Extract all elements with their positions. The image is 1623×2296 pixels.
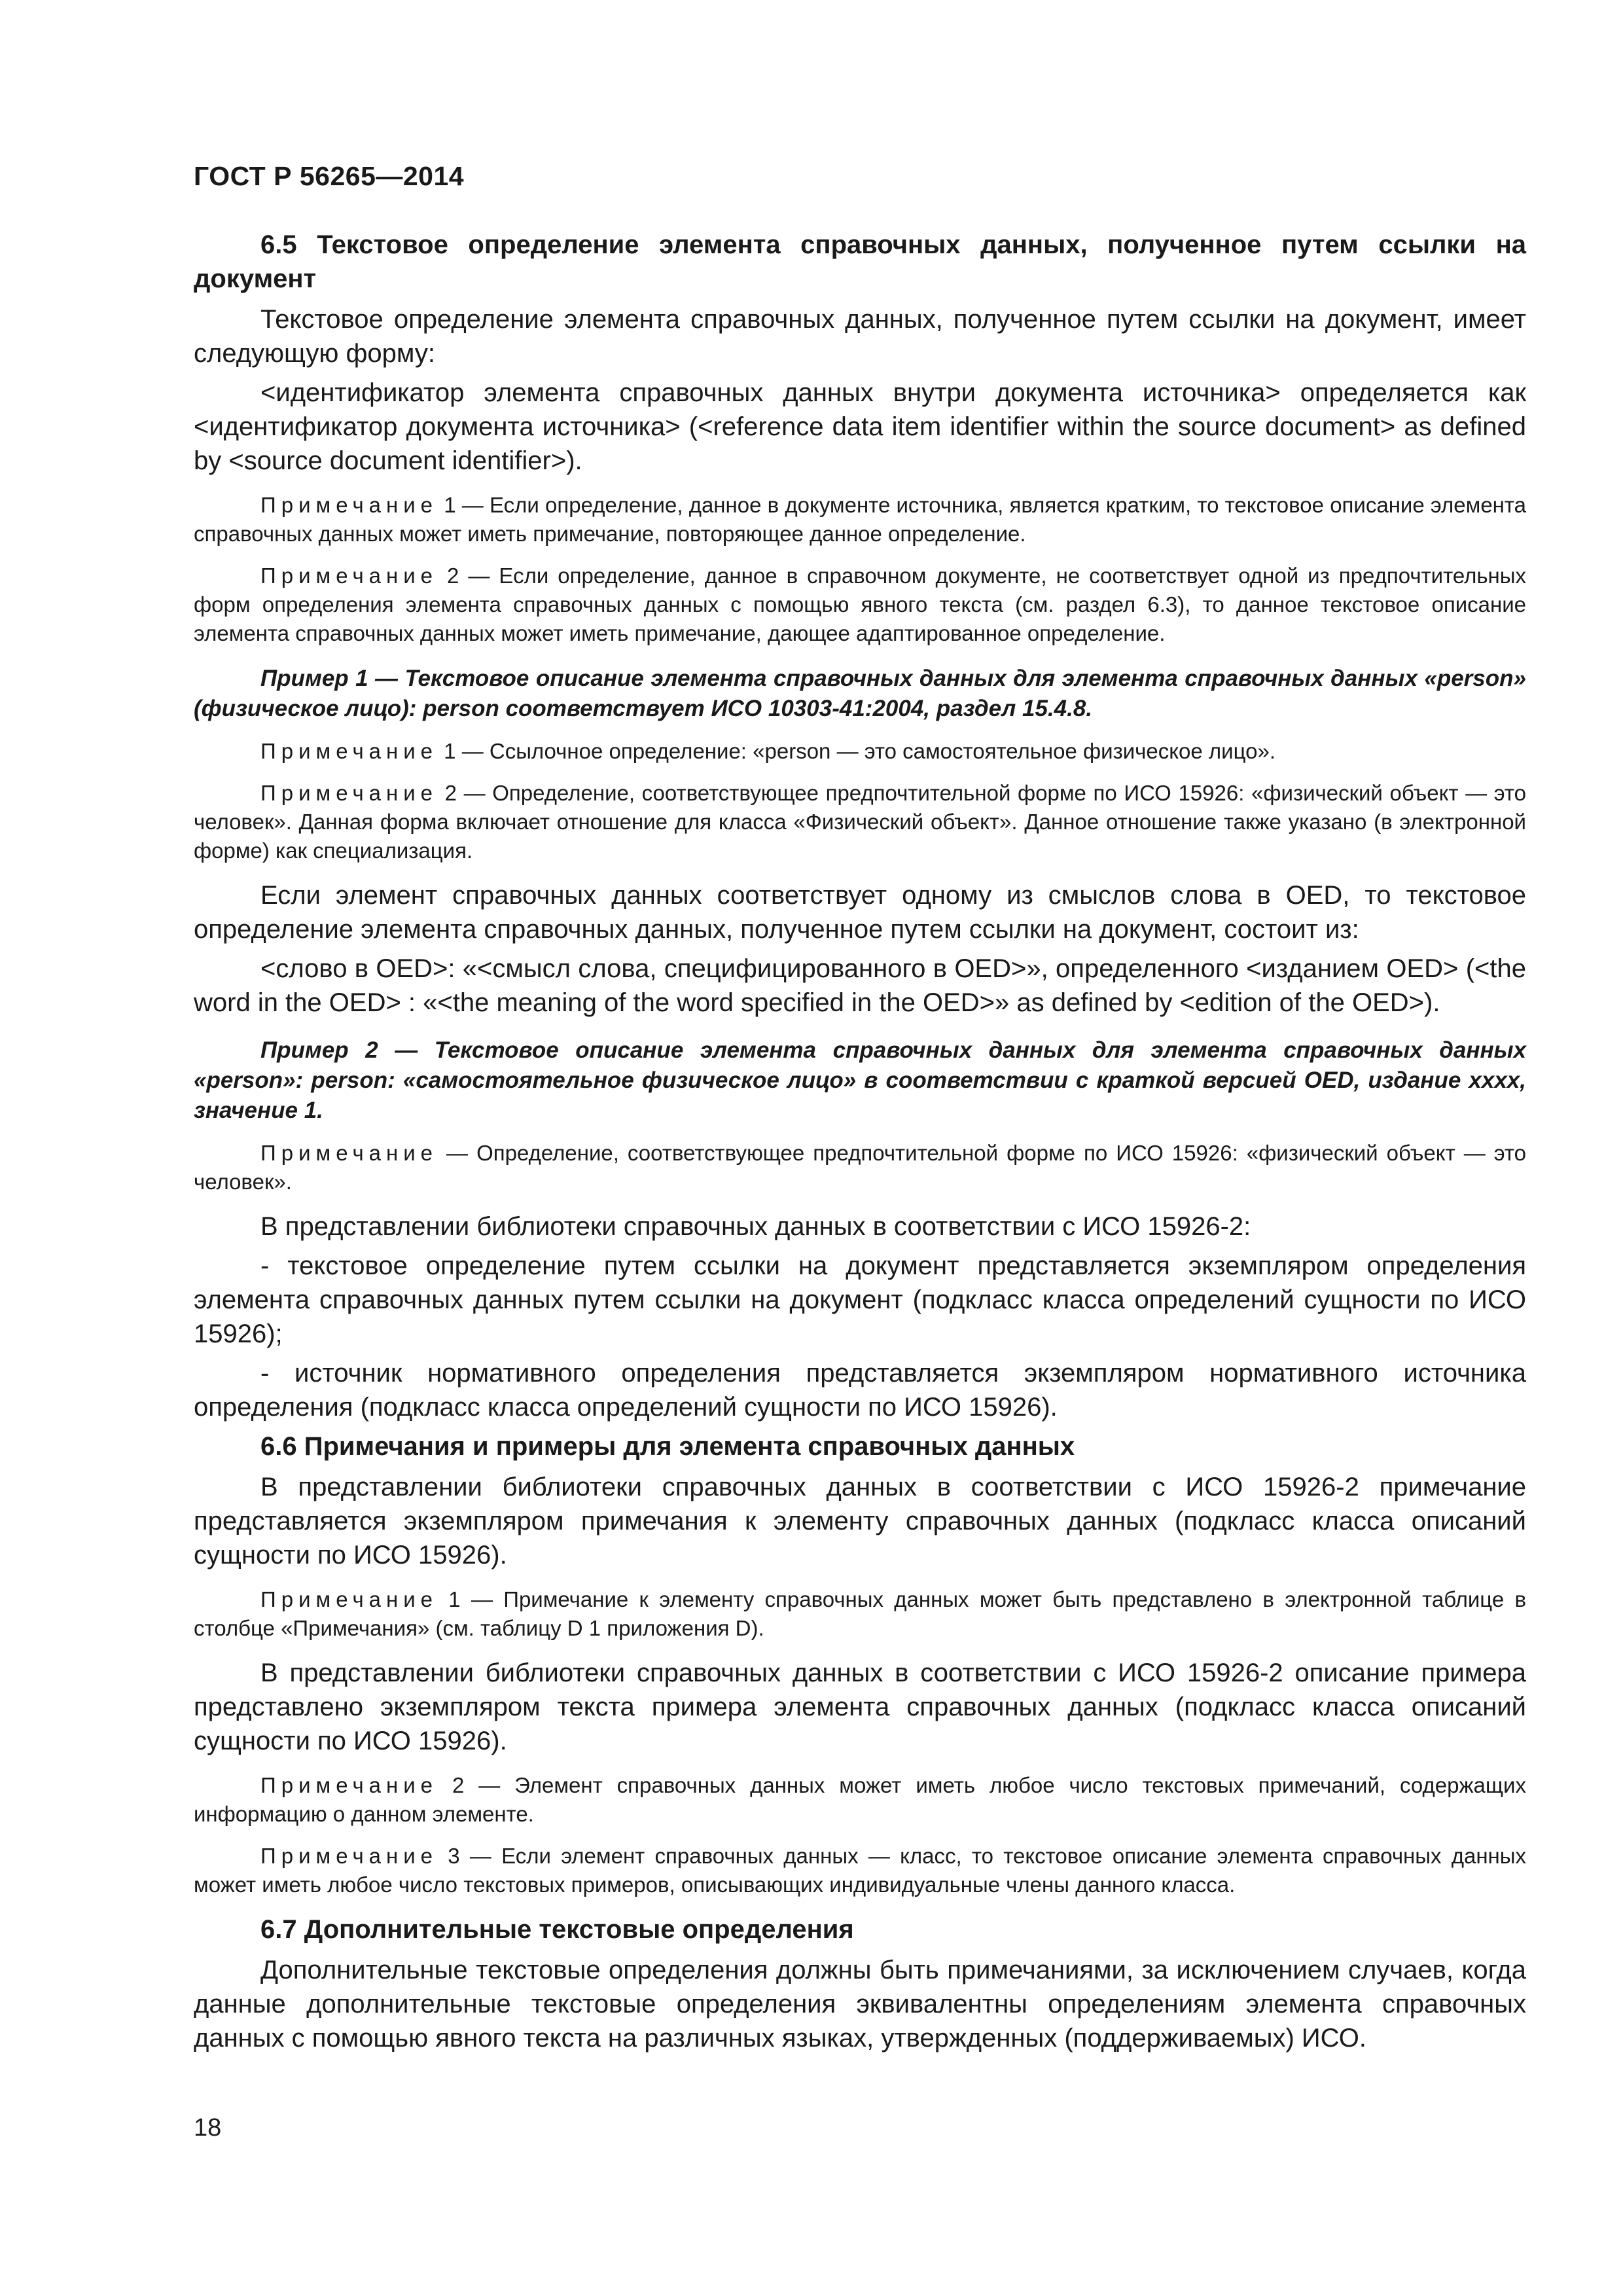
list-item: - текстовое определение путем ссылки на документ представляется экземпляром определения элемента справочных данных путем ссылки на документ (подкласс класса определений сущности по ИСО 15926); [194,1251,1526,1348]
paragraph: Если элемент справочных данных соответствует одному из смыслов слова в OED, то текстовое определение элемента справочных данных, полученное путем ссылки на документ, состоит из: [194,881,1526,944]
note-label: Примечание [260,1587,438,1611]
note-text: — Определение, соответствующее предпочтительной форме по ИСО 15926: «физический объект — это человек». [194,1141,1526,1194]
paragraph: Дополнительные текстовые определения должны быть примечаниями, за исключением случаев, когда данные дополнительные текстовые определения эквивалентны определениям элемента справочных данных с помощью явного текста на различных языках, утвержденных (поддерживаемых) ИСО. [194,1956,1526,2053]
note-label: Примечание [260,493,438,517]
note [194,491,1526,548]
note [194,737,1526,766]
note-text: 2 — Элемент справочных данных может иметь любое число текстовых примечаний, содержащих информацию о данном элементе. [194,1773,1526,1826]
paragraph: Текстовое определение элемента справочных данных, полученное путем ссылки на документ, имеет следующую форму: [194,305,1526,368]
paragraph: <идентификатор элемента справочных данных внутри документа источника> определяется как <идентификатор документа источника> (<reference data item identifier within the source document> as defined by <source document identifier>). [194,378,1526,475]
note [194,1771,1526,1829]
note-text: 1 — Если определение, данное в документе источника, является кратким, то текстовое описание элемента справочных данных может иметь примечание, повторяющее данное определение. [194,493,1526,546]
paragraph: В представлении библиотеки справочных данных в соответствии с ИСО 15926-2 примечание представляется экземпляром примечания к элементу справочных данных (подкласс класса описаний сущности по ИСО 15926). [194,1473,1526,1570]
note-label: Примечание [260,1773,438,1797]
note-label: Примечание [260,1844,438,1868]
note [194,1139,1526,1196]
document-header: ГОСТ Р 56265—2014 [194,161,465,191]
note [194,1585,1526,1643]
note [194,779,1526,865]
note-label: Примечание [260,1141,438,1165]
note [194,562,1526,648]
section-6-7-heading: 6.7 Дополнительные текстовые определения [260,1915,854,1944]
note [194,1842,1526,1899]
note-text: 3 — Если элемент справочных данных — класс, то текстовое описание элемента справочных данных может иметь любое число текстовых примеров, описывающих индивидуальные члены данного класса. [194,1844,1526,1897]
page-body [194,228,1526,2060]
example-2: Пример 2 — Текстовое описание элемента справочных данных для элемента справочных данных «person»: person: «самостоятельное физическое лицо» в соответствии с краткой версией OED, издание xxxx, значение 1. [194,1037,1526,1123]
example-1: Пример 1 — Текстовое описание элемента справочных данных для элемента справочных данных «person» (физическое лицо): person соответствует ИСО 10303-41:2004, раздел 15.4.8. [194,666,1526,721]
note-text: 1 — Примечание к элементу справочных данных может быть представлено в электронной таблице в столбце «Примечания» (см. таблицу D 1 приложения D). [194,1587,1526,1640]
note-label: Примечание [260,739,438,763]
paragraph: В представлении библиотеки справочных данных в соответствии с ИСО 15926-2: [260,1212,1251,1241]
page-number: 18 [194,2114,222,2142]
note-label: Примечание [260,564,438,588]
section-6-5-heading: 6.5 Текстовое определение элемента справочных данных, полученное путем ссылки на документ [194,230,1526,293]
note-text: 2 — Если определение, данное в справочном документе, не соответствует одной из предпочтительных форм определения элемента справочных данных с помощью явного текста (см. раздел 6.3), то данное текстовое описание элемента справочных данных может иметь примечание, дающее адаптированное определение. [194,564,1526,645]
section-6-6-heading: 6.6 Примечания и примеры для элемента справочных данных [260,1432,1075,1461]
note-text: 2 — Определение, соответствующее предпочтительной форме по ИСО 15926: «физический объект — это человек». Данная форма включает отношение для класса «Физический объект». Данное отношение также указано (в электронной форме) как специализация. [194,781,1526,863]
paragraph: <слово в OED>: «<смысл слова, специфицированного в OED>», определенного <изданием OED> (<the word in the OED> : «<the meaning of the word specified in the OED>» as defined by <edition of the OED>). [194,954,1526,1017]
note-text: 1 — Ссылочное определение: «person — это самостоятельное физическое лицо». [438,739,1275,763]
paragraph: В представлении библиотеки справочных данных в соответствии с ИСО 15926-2 описание примера представлено экземпляром текста примера элемента справочных данных (подкласс класса описаний сущности по ИСО 15926). [194,1659,1526,1755]
note-label: Примечание [260,781,438,805]
list-item: - источник нормативного определения представляется экземпляром нормативного источника определения (подкласс класса определений сущности по ИСО 15926). [194,1359,1526,1422]
